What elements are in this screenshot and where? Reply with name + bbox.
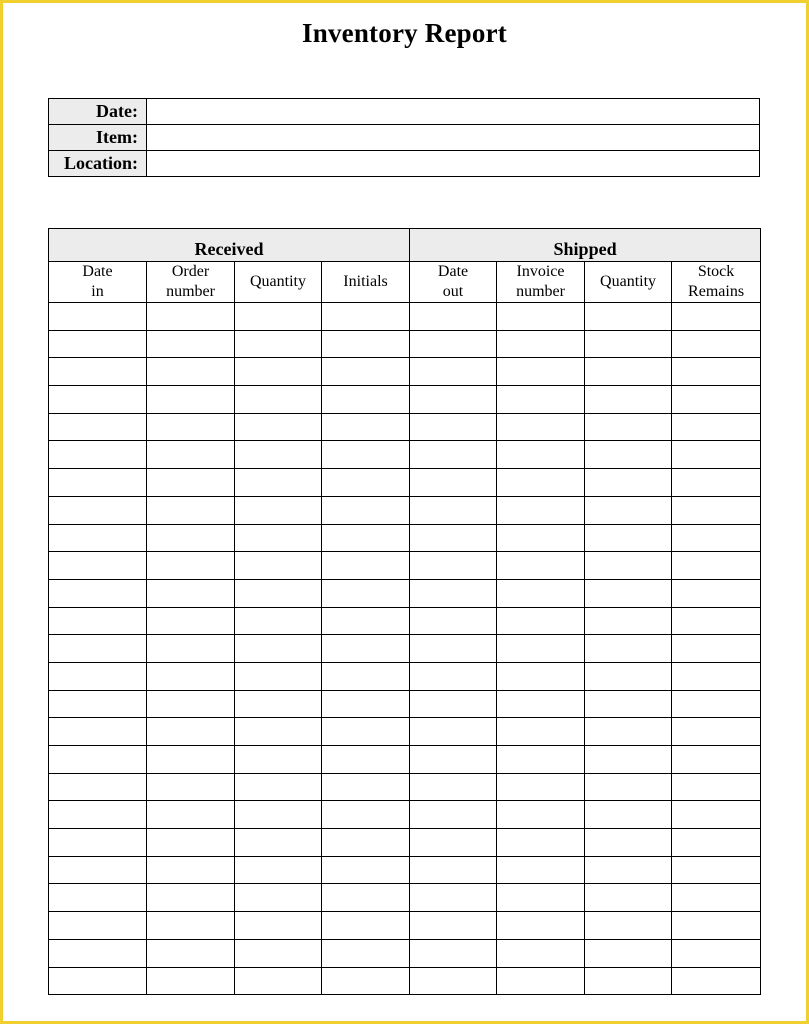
info-row-date [49,99,760,125]
table-cell[interactable] [497,690,585,718]
table-cell[interactable] [585,469,672,497]
page-title: Inventory Report [302,18,507,48]
table-cell[interactable] [49,746,147,774]
table-cell[interactable] [410,635,497,663]
table-cell[interactable] [672,939,761,967]
group-header-row [49,229,761,262]
table-cell[interactable] [235,690,322,718]
date-label: Date: [49,99,147,125]
table-cell[interactable] [585,912,672,940]
table-cell[interactable] [672,967,761,995]
table-cell[interactable] [49,939,147,967]
table-cell[interactable] [147,912,235,940]
col-header-line1: Date [82,263,113,280]
table-cell[interactable] [322,303,410,331]
table-cell[interactable] [410,718,497,746]
table-cell[interactable] [147,801,235,829]
table-cell[interactable] [147,967,235,995]
table-cell[interactable] [497,746,585,774]
table-cell[interactable] [235,662,322,690]
table-cell[interactable] [235,773,322,801]
table-cell[interactable] [497,524,585,552]
table-row [49,413,761,441]
table-cell[interactable] [497,441,585,469]
table-row [49,358,761,386]
table-cell[interactable] [410,330,497,358]
col-header-line2: Remains [688,283,745,300]
table-cell[interactable] [322,358,410,386]
table-cell[interactable] [672,441,761,469]
table-row [49,801,761,829]
table-cell[interactable] [235,939,322,967]
col-date-out [410,262,497,303]
table-cell[interactable] [49,579,147,607]
table-cell[interactable] [322,330,410,358]
table-row [49,524,761,552]
info-table [48,98,760,177]
table-cell[interactable] [672,413,761,441]
received-group-header: Received [49,229,410,262]
table-cell[interactable] [49,856,147,884]
table-cell[interactable] [235,746,322,774]
col-stock-remains [672,262,761,303]
table-cell[interactable] [235,829,322,857]
table-cell[interactable] [322,801,410,829]
table-cell[interactable] [147,607,235,635]
table-cell[interactable] [147,524,235,552]
table-cell[interactable] [585,358,672,386]
table-cell[interactable] [497,773,585,801]
table-cell[interactable] [235,801,322,829]
shipped-group-header: Shipped [410,229,761,262]
table-cell[interactable] [497,801,585,829]
table-cell[interactable] [322,469,410,497]
table-cell[interactable] [235,303,322,331]
table-cell[interactable] [235,524,322,552]
table-row [49,441,761,469]
table-cell[interactable] [410,469,497,497]
table-cell[interactable] [672,856,761,884]
table-cell[interactable] [322,939,410,967]
table-row [49,773,761,801]
table-cell[interactable] [672,801,761,829]
table-cell[interactable] [410,912,497,940]
table-row [49,303,761,331]
table-cell[interactable] [585,579,672,607]
table-cell[interactable] [410,303,497,331]
table-cell[interactable] [147,662,235,690]
table-cell[interactable] [585,496,672,524]
table-cell[interactable] [410,884,497,912]
table-cell[interactable] [235,718,322,746]
table-cell[interactable] [585,690,672,718]
table-cell[interactable] [49,524,147,552]
table-row [49,967,761,995]
col-header-line2: out [442,283,464,300]
table-cell[interactable] [49,884,147,912]
table-cell[interactable] [49,801,147,829]
col-invoice-number [497,262,585,303]
table-cell[interactable] [235,912,322,940]
table-cell[interactable] [322,746,410,774]
table-cell[interactable] [672,469,761,497]
table-row [49,552,761,580]
table-row [49,386,761,414]
col-header-line1: Date [437,263,469,280]
table-row [49,939,761,967]
table-cell[interactable] [147,441,235,469]
table-cell[interactable] [410,552,497,580]
table-cell[interactable] [585,967,672,995]
table-cell[interactable] [235,386,322,414]
table-cell[interactable] [235,856,322,884]
table-cell[interactable] [672,524,761,552]
col-order-number [147,262,235,303]
table-cell[interactable] [49,303,147,331]
table-cell[interactable] [147,773,235,801]
table-cell[interactable] [147,884,235,912]
table-cell[interactable] [235,967,322,995]
table-cell[interactable] [585,856,672,884]
table-cell[interactable] [585,607,672,635]
table-cell[interactable] [585,773,672,801]
table-cell[interactable] [410,773,497,801]
col-header-line1: Order [171,263,210,280]
table-cell[interactable] [672,496,761,524]
table-cell[interactable] [585,939,672,967]
col-header-line2: number [516,283,565,300]
table-cell[interactable] [497,607,585,635]
table-cell[interactable] [497,469,585,497]
table-cell[interactable] [672,662,761,690]
item-label: Item: [49,125,147,151]
col-header-line1: Stock [697,263,735,280]
table-row [49,496,761,524]
table-cell[interactable] [147,939,235,967]
table-cell[interactable] [585,829,672,857]
table-cell[interactable] [49,718,147,746]
table-cell[interactable] [235,607,322,635]
table-row [49,884,761,912]
table-cell[interactable] [235,496,322,524]
info-row-location [49,151,760,177]
table-cell[interactable] [49,441,147,469]
table-row [49,469,761,497]
table-cell[interactable] [410,413,497,441]
table-cell[interactable] [147,330,235,358]
table-cell[interactable] [49,552,147,580]
table-cell[interactable] [497,884,585,912]
location-field[interactable] [147,151,760,177]
table-cell[interactable] [235,330,322,358]
table-cell[interactable] [410,939,497,967]
table-cell[interactable] [322,718,410,746]
table-cell[interactable] [410,441,497,469]
table-cell[interactable] [235,358,322,386]
table-cell[interactable] [497,386,585,414]
table-cell[interactable] [322,386,410,414]
table-cell[interactable] [410,386,497,414]
table-cell[interactable] [585,746,672,774]
table-cell[interactable] [322,773,410,801]
table-cell[interactable] [147,552,235,580]
table-row [49,607,761,635]
table-row [49,912,761,940]
table-cell[interactable] [410,662,497,690]
table-cell[interactable] [497,413,585,441]
table-cell[interactable] [672,303,761,331]
table-row [49,579,761,607]
table-cell[interactable] [497,496,585,524]
table-cell[interactable] [49,358,147,386]
table-cell[interactable] [235,413,322,441]
item-field[interactable] [147,125,760,151]
table-cell[interactable] [585,884,672,912]
table-cell[interactable] [672,829,761,857]
table-cell[interactable] [410,856,497,884]
table-cell[interactable] [585,303,672,331]
table-cell[interactable] [322,856,410,884]
table-cell[interactable] [497,303,585,331]
table-cell[interactable] [322,607,410,635]
table-cell[interactable] [585,552,672,580]
table-cell[interactable] [672,386,761,414]
table-cell[interactable] [147,856,235,884]
table-cell[interactable] [235,469,322,497]
table-cell[interactable] [410,496,497,524]
location-label: Location: [49,151,147,177]
table-cell[interactable] [322,967,410,995]
table-cell[interactable] [49,912,147,940]
table-cell[interactable] [672,358,761,386]
table-cell[interactable] [49,829,147,857]
col-received-quantity [235,262,322,303]
table-cell[interactable] [235,441,322,469]
table-cell[interactable] [147,690,235,718]
table-cell[interactable] [497,662,585,690]
table-cell[interactable] [235,579,322,607]
col-header-line2: number [166,283,215,300]
table-cell[interactable] [497,856,585,884]
col-header-line1: Quantity [600,273,657,290]
table-cell[interactable] [497,579,585,607]
table-row [49,718,761,746]
table-cell[interactable] [672,635,761,663]
table-cell[interactable] [585,386,672,414]
inventory-table-body [49,303,761,995]
table-cell[interactable] [322,662,410,690]
table-cell[interactable] [235,552,322,580]
table-cell[interactable] [147,413,235,441]
table-cell[interactable] [585,441,672,469]
table-cell[interactable] [49,386,147,414]
table-row [49,635,761,663]
table-cell[interactable] [49,635,147,663]
table-cell[interactable] [672,746,761,774]
table-cell[interactable] [49,469,147,497]
table-cell[interactable] [497,552,585,580]
table-cell[interactable] [497,829,585,857]
table-cell[interactable] [585,330,672,358]
table-cell[interactable] [49,690,147,718]
col-header-line1: Quantity [250,273,306,290]
table-cell[interactable] [322,496,410,524]
col-initials [322,262,410,303]
table-cell[interactable] [322,829,410,857]
table-cell[interactable] [585,635,672,663]
table-cell[interactable] [410,524,497,552]
table-cell[interactable] [672,690,761,718]
table-cell[interactable] [585,413,672,441]
table-cell[interactable] [49,413,147,441]
col-shipped-quantity [585,262,672,303]
table-cell[interactable] [147,579,235,607]
table-row [49,662,761,690]
table-cell[interactable] [497,967,585,995]
table-cell[interactable] [672,884,761,912]
table-cell[interactable] [147,303,235,331]
table-cell[interactable] [49,330,147,358]
table-cell[interactable] [410,829,497,857]
table-cell[interactable] [497,330,585,358]
table-cell[interactable] [672,330,761,358]
info-row-item [49,125,760,151]
col-header-line1: Invoice [516,263,565,280]
table-row [49,690,761,718]
table-cell[interactable] [322,552,410,580]
table-cell[interactable] [585,524,672,552]
table-cell[interactable] [147,496,235,524]
table-cell[interactable] [585,718,672,746]
col-header-line1: Initials [343,273,388,290]
table-cell[interactable] [322,413,410,441]
table-cell[interactable] [585,801,672,829]
table-cell[interactable] [410,607,497,635]
table-cell[interactable] [497,358,585,386]
table-cell[interactable] [147,746,235,774]
table-cell[interactable] [322,690,410,718]
table-cell[interactable] [672,552,761,580]
table-cell[interactable] [497,939,585,967]
table-cell[interactable] [410,358,497,386]
table-cell[interactable] [672,718,761,746]
table-cell[interactable] [585,662,672,690]
table-cell[interactable] [410,690,497,718]
table-cell[interactable] [49,662,147,690]
table-cell[interactable] [410,746,497,774]
inventory-table [48,228,761,995]
column-header-row [49,262,761,303]
table-cell[interactable] [410,579,497,607]
table-cell[interactable] [672,579,761,607]
table-cell[interactable] [672,912,761,940]
table-cell[interactable] [147,358,235,386]
table-cell[interactable] [49,967,147,995]
table-cell[interactable] [497,912,585,940]
table-cell[interactable] [322,579,410,607]
table-cell[interactable] [147,829,235,857]
table-row [49,829,761,857]
table-cell[interactable] [49,773,147,801]
col-header-line2: in [91,283,104,300]
table-row [49,856,761,884]
table-cell[interactable] [497,635,585,663]
date-field[interactable] [147,99,760,125]
table-cell[interactable] [322,912,410,940]
table-cell[interactable] [147,635,235,663]
col-date-in [49,262,147,303]
table-cell[interactable] [410,967,497,995]
table-cell[interactable] [49,496,147,524]
table-cell[interactable] [147,386,235,414]
table-cell[interactable] [410,801,497,829]
table-row [49,330,761,358]
table-cell[interactable] [672,773,761,801]
table-cell[interactable] [322,441,410,469]
table-cell[interactable] [322,635,410,663]
table-cell[interactable] [322,884,410,912]
table-cell[interactable] [235,884,322,912]
table-cell[interactable] [672,607,761,635]
table-row [49,746,761,774]
table-cell[interactable] [147,469,235,497]
table-cell[interactable] [147,718,235,746]
table-cell[interactable] [49,607,147,635]
table-cell[interactable] [497,718,585,746]
table-cell[interactable] [322,524,410,552]
table-cell[interactable] [235,635,322,663]
